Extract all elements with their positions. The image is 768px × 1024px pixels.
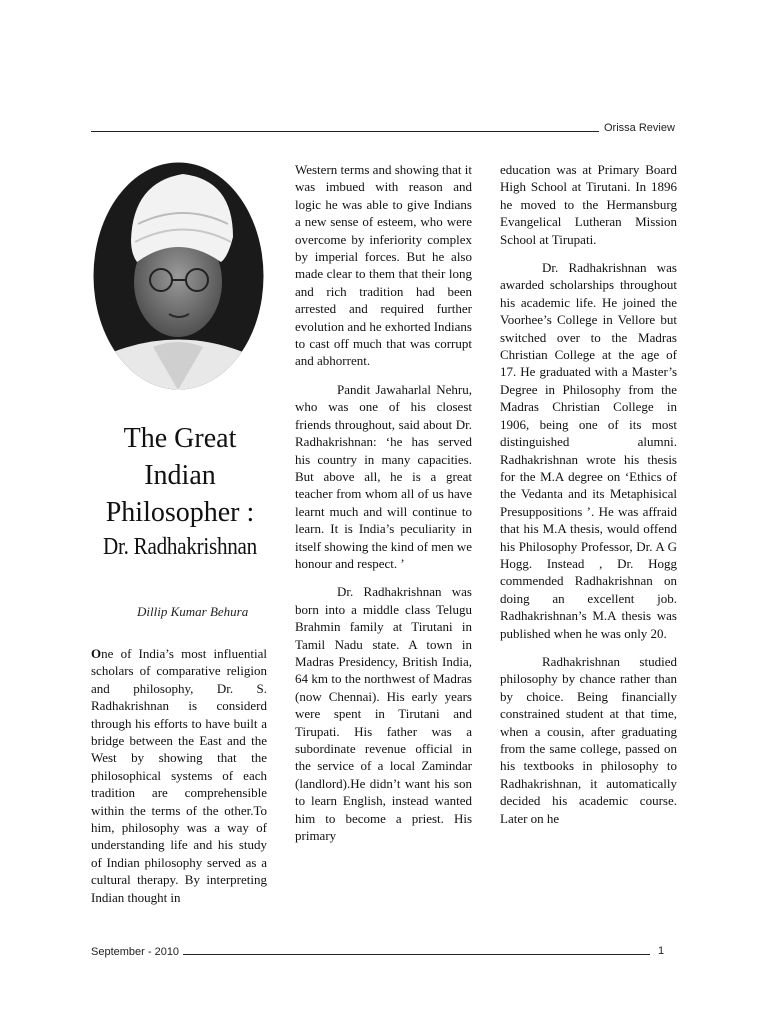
footer-date: September - 2010 (91, 946, 180, 958)
header-rule (91, 131, 599, 132)
paragraph: Dr. Radhakrishnan was awarded scholarships throughout his academic life. He joined the Voorhee’s College in Vellore but switched over to the Madras Christian College at the age of 17. He graduated with a Master’s Degree in Philosophy from the Madras Christian College in 1906, being one of its most distinguished alumni. Radhakrishnan wrote his thesis for the M.A degree on ‘Ethics of the Vedanta and its Metaphisical Presuppositions ’. He was affraid that his M.A thesis, would offend his Philosophy Professor, Dr. A G Hogg. Instead , Dr. Hogg commended Radhakrishnan on doing an excellent job. Radhakrishnan’s M.A thesis was published when he was only 20. (500, 260, 677, 641)
author-byline: Dillip Kumar Behura (137, 604, 249, 619)
article-subtitle: Dr. Radhakrishnan (103, 534, 257, 560)
portrait-image (93, 162, 264, 390)
column-1 (91, 645, 267, 917)
title-line: Philosopher : (105, 497, 255, 528)
drop-cap: O (91, 646, 102, 661)
paragraph: Dr. Radhakrishnan was born into a middle class Telugu Brahmin family at Tirutani in Tamil Nadu state. A town in Madras Presidency, British India, 64 km to the northwest of Madras (now Chennai). His early years were spent in Tirutani and Tirupati. His father was a subordinate revenue official in the service of a local Zamindar (landlord).He didn’t want his son to learn English, instead wanted him to become a priest. His primary (295, 584, 472, 844)
title-line: Indian (144, 460, 216, 491)
paragraph (91, 645, 267, 906)
paragraph: Western terms and showing that it was imbued with reason and logic he was able to give Indians a new sense of esteem, who were overcome by inferiority complex by imperial forces. But he also made clear to them that their long and rich tradition had been arrested and required further evolution and he exhorted Indians to cast off much that was corrupt and abhorrent. (295, 162, 472, 369)
paragraph: education was at Primary Board High School at Tirutani. In 1896 he moved to the Hermansburg Evangelical Lutheran Mission School at Tirupati. (500, 162, 677, 247)
paragraph-text: ne of India’s most influential scholars of comparative religion and philosophy, Dr. S. Radhakrishnan is considerd through his efforts to have built a bridge between the East and the West by showing that the philosophical systems of each tradition are comprehensible within the terms of the other.To him, philosophy was a way of understanding life and his study of Indian philosophy served as a cultural therapy. By interpreting Indian thought in (91, 646, 267, 905)
footer-rule (183, 954, 650, 955)
column-2 (295, 161, 472, 855)
publication-name: Orissa Review (604, 122, 675, 134)
paragraph: Radhakrishnan studied philosophy by chance rather than by choice. Being financially constrained student at that time, when a cousin, after graduating from the same college, passed on his textbooks in philosophy to Radhakrishnan, it automatically decided his academic course. Later on he (500, 653, 677, 826)
title-line: The Great (123, 423, 237, 454)
page-number: 1 (658, 945, 665, 957)
article-title (90, 420, 270, 563)
column-3 (500, 161, 677, 838)
paragraph: Pandit Jawaharlal Nehru, who was one of his closest friends throughout, said about Dr. Radhakrishnan: ‘he has served his country in many capacities. But above all, he is a great teacher from whom all of us have learnt much and will continue to learn. It is India’s peculiarity in itself showing the kind of men we honour and respect. ’ (295, 381, 472, 571)
